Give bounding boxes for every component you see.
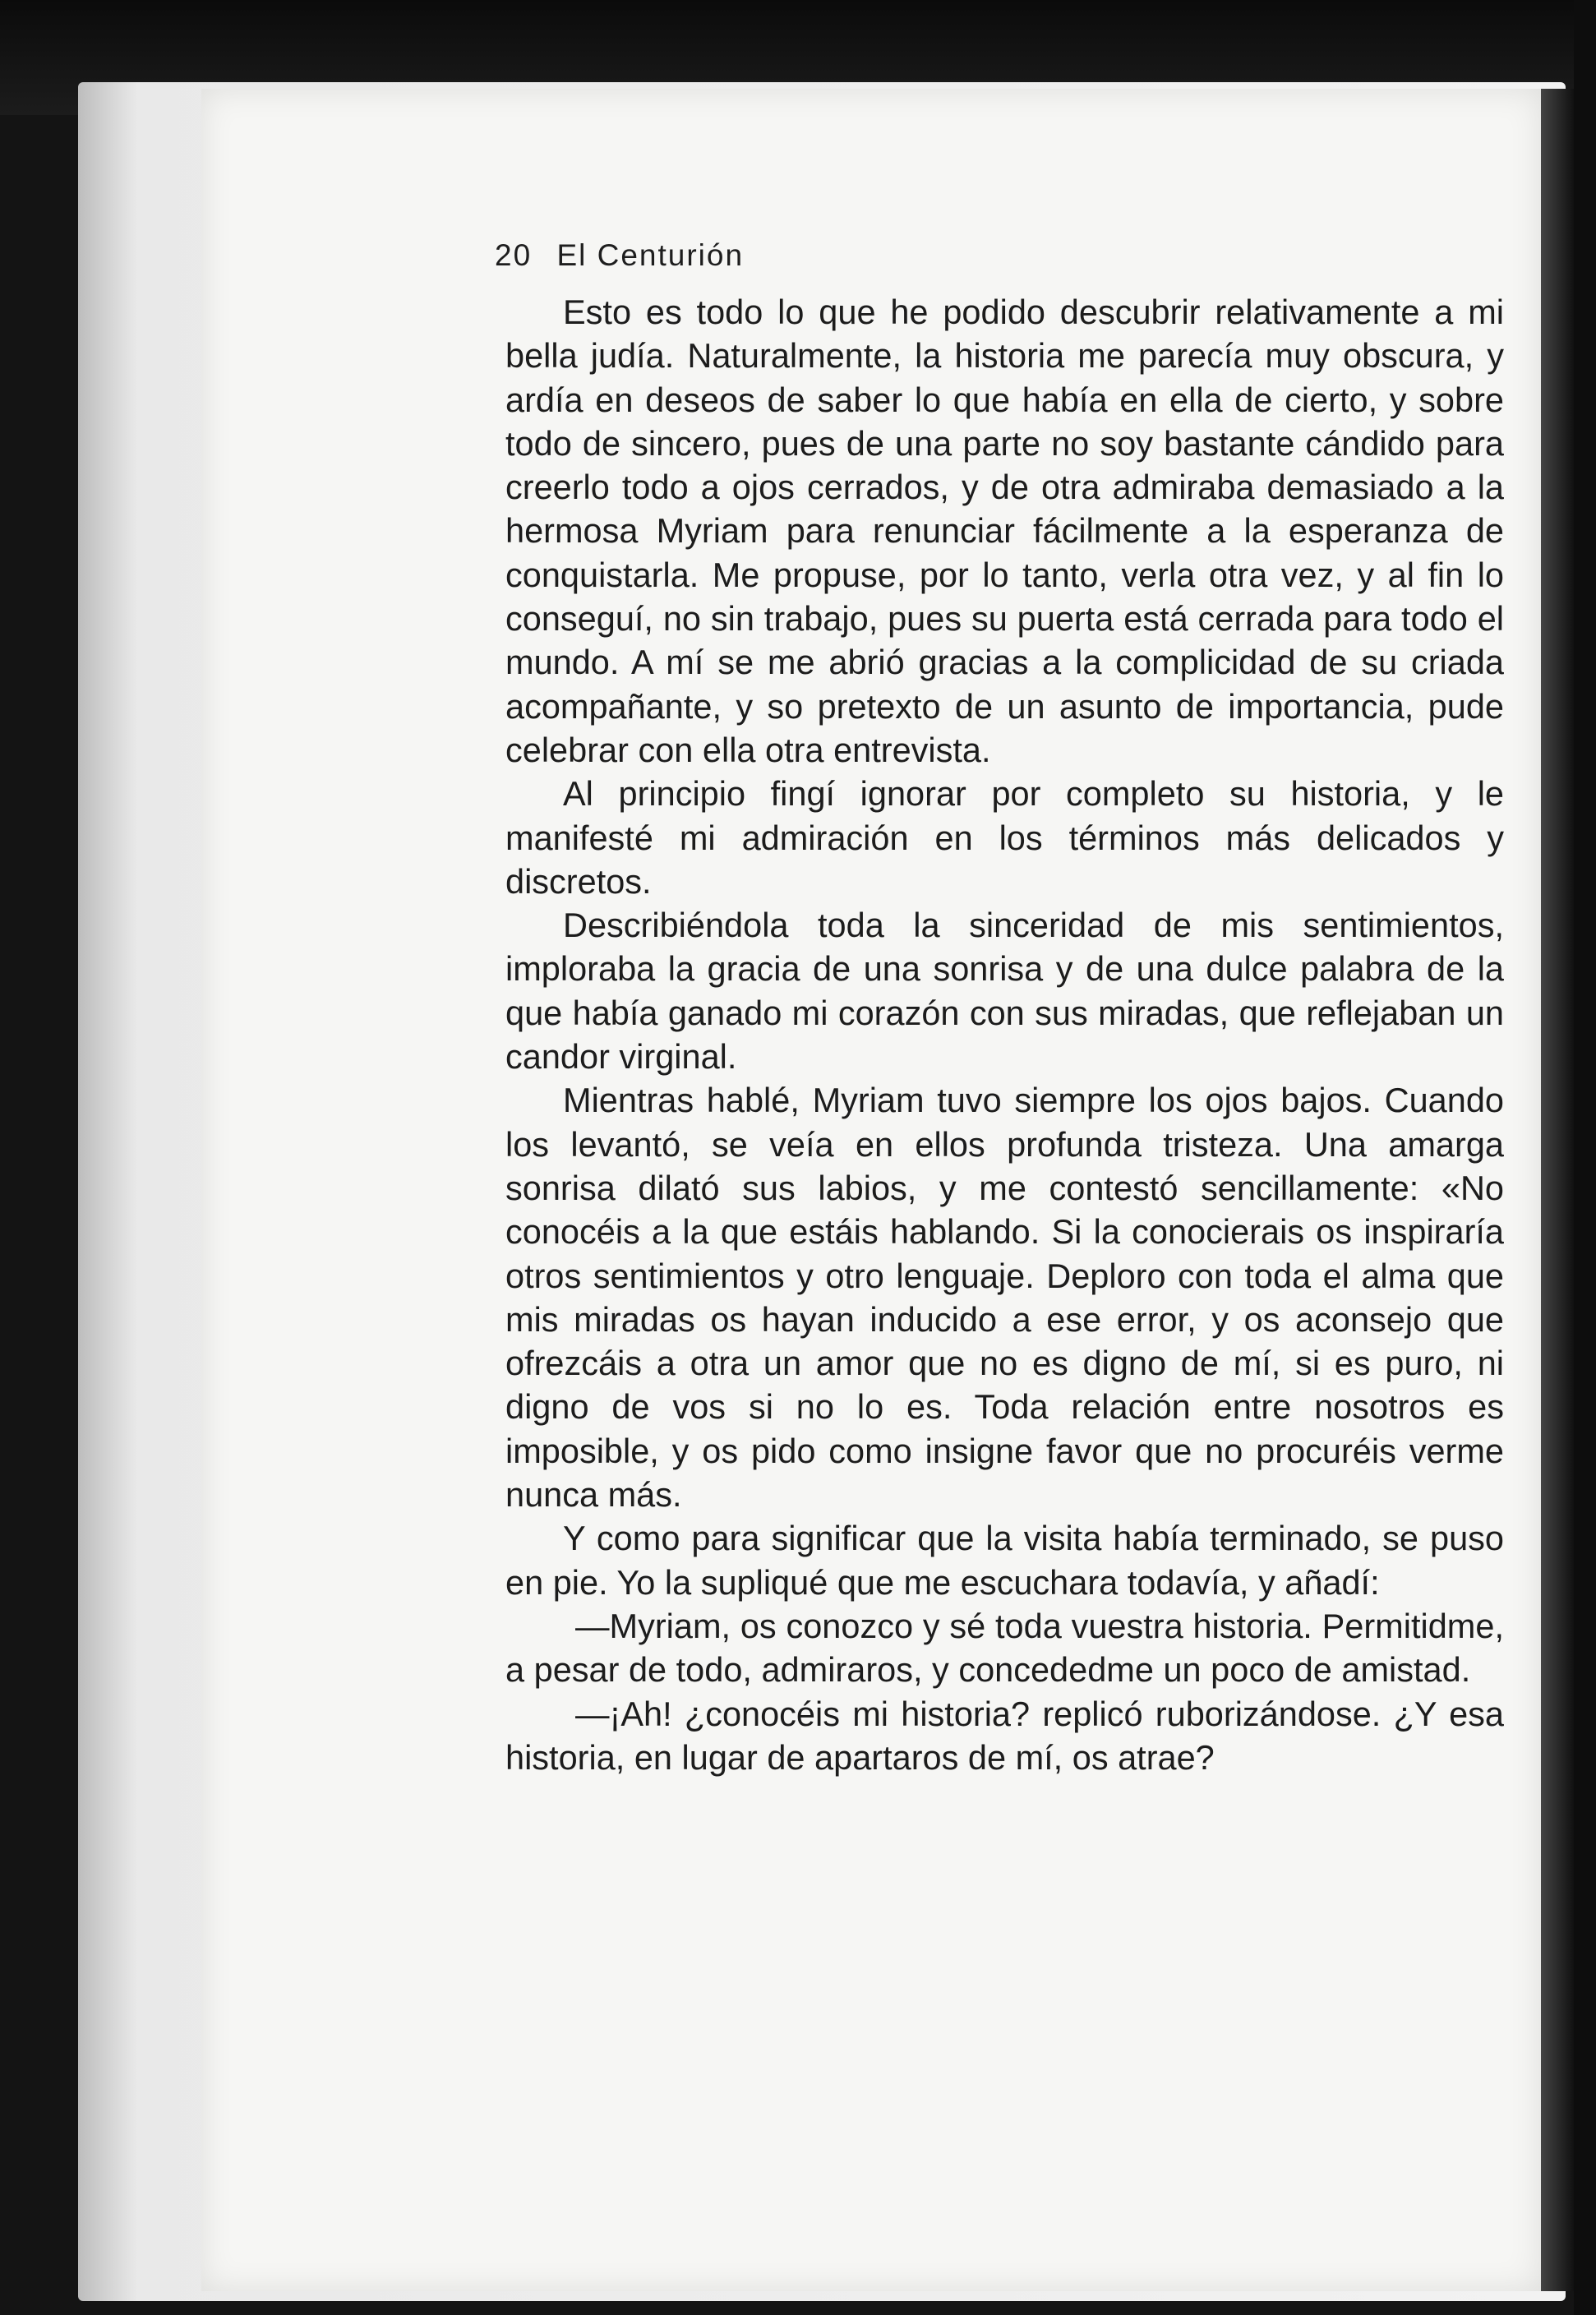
paragraph: Al principio fingí ignorar por completo su historia, y le manifesté mi admiración en los términos más delicados y discretos.	[505, 774, 1504, 901]
body-text	[505, 290, 1504, 1779]
running-title: El Centurión	[556, 238, 745, 272]
paragraph: Esto es todo lo que he podido descubrir relativamente a mi bella judía. Naturalmente, la historia me parecía muy obscura, y ardía en deseos de saber lo que había en ella de cierto, y sobre todo de sincero, pues de una parte no soy bastante cándido para creerlo todo a ojos cerrados, y de otra admiraba demasiado a la hermosa Myriam para renunciar fácilmente a la esperanza de conquistarla. Me propuse, por lo tanto, verla otra vez, y al fin lo conseguí, no sin trabajo, pues su puerta está cerrada para todo el mundo. A mí se me abrió gracias a la complicidad de su criada acompañante, y so pretexto de un asunto de importancia, pude celebrar con ella otra entrevista.	[505, 293, 1504, 769]
page-number: 20	[495, 238, 533, 272]
dialogue-paragraph: —¡Ah! ¿conocéis mi historia? replicó ruborizándose. ¿Y esa historia, en lugar de apartaros de mí, os atrae?	[505, 1694, 1504, 1777]
dialogue-paragraph: —Myriam, os conozco y sé toda vuestra historia. Permitidme, a pesar de todo, admiraros, y concededme un poco de amistad.	[505, 1606, 1504, 1690]
paragraph: Describiéndola toda la sinceridad de mis sentimientos, imploraba la gracia de una sonrisa y de una dulce palabra de la que había ganado mi corazón con sus miradas, que reflejaban un candor virginal.	[505, 906, 1504, 1077]
paragraph: Mientras hablé, Myriam tuvo siempre los ojos bajos. Cuando los levantó, se veía en ellos profunda tristeza. Una amarga sonrisa dilató sus labios, y me contestó sencillamente: «No conocéis a la que estáis hablando. Si la conocierais os inspiraría otros sentimientos y otro lenguaje. Deploro con toda el alma que mis miradas os hayan inducido a ese error, y os aconsejo que ofrezcáis a otra un amor que no es digno de mí, si es puro, ni digno de vos si no lo es. Toda relación entre nosotros es imposible, y os pido como insigne favor que no procuréis verme nunca más.	[505, 1081, 1504, 1515]
paragraph: Y como para significar que la visita había terminado, se puso en pie. Yo la supliqué que me escuchara todavía, y añadí:	[505, 1519, 1504, 1602]
running-header	[495, 238, 744, 273]
scan-right-margin	[1574, 0, 1596, 2315]
